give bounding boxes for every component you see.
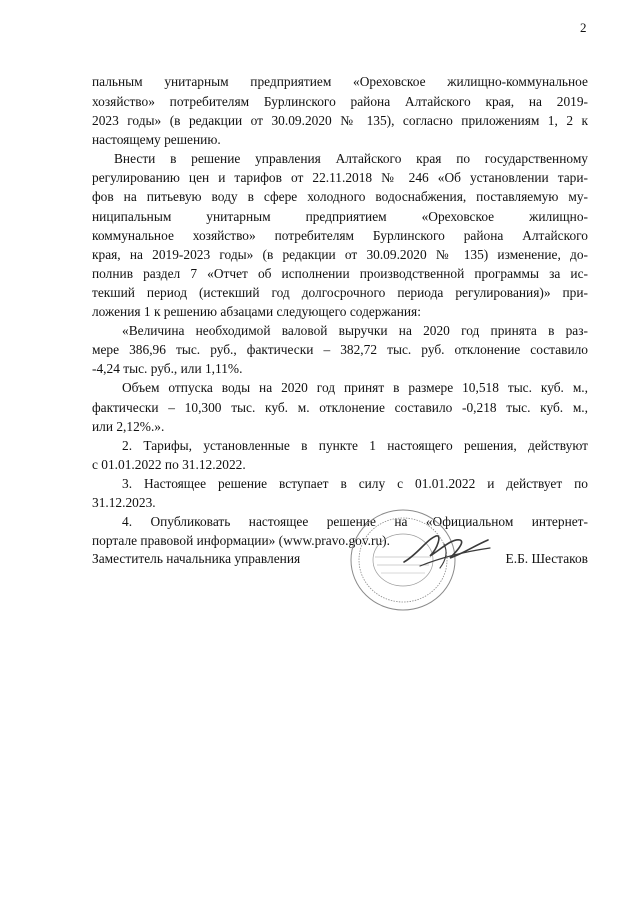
body-line: текший период (истекший год долгосрочного периода регулирования)» при-: [92, 285, 588, 300]
body-line: фов на питьевую воду в сфере холодного водоснабжения, поставляемую му-: [92, 189, 588, 204]
body-line: 3. Настоящее решение вступает в силу с 01.01.2022 и действует по: [122, 476, 588, 491]
body-line: с 01.01.2022 по 31.12.2022.: [92, 457, 246, 472]
body-line: «Величина необходимой валовой выручки на 2020 год принята в раз-: [122, 323, 588, 338]
body-line: коммунальное хозяйство» потребителям Бурлинского района Алтайского: [92, 228, 588, 243]
body-line: портале правовой информации» (www.pravo.gov.ru).: [92, 533, 390, 548]
body-line: регулированию цен и тарифов от 22.11.2018 № 246 «Об установлении тари-: [92, 170, 588, 185]
body-line: 4. Опубликовать настоящее решение на «Официальном интернет-: [122, 514, 588, 529]
body-line: 2023 годы» (в редакции от 30.09.2020 № 135), согласно приложениям 1, 2 к: [92, 113, 588, 128]
body-line: 31.12.2023.: [92, 495, 156, 510]
page-number: 2: [580, 20, 587, 35]
signatory-name: Е.Б. Шестаков: [505, 551, 588, 566]
body-line: мере 386,96 тыс. руб., фактически – 382,72 тыс. руб. отклонение составило: [92, 342, 588, 357]
body-line: края, на 2019-2023 годы» (в редакции от 30.09.2020 № 135) изменение, до-: [92, 247, 588, 262]
body-line: хозяйство» потребителям Бурлинского района Алтайского края, на 2019-: [92, 94, 588, 109]
body-line: пальным унитарным предприятием «Ореховское жилищно-коммунальное: [92, 74, 588, 89]
body-line: ниципальным унитарным предприятием «Ореховское жилищно-: [92, 209, 588, 224]
body-line: или 2,12%.».: [92, 419, 165, 434]
body-line: настоящему решению.: [92, 132, 221, 147]
signature-block: [92, 551, 588, 571]
body-line: 2. Тарифы, установленные в пункте 1 настоящего решения, действуют: [122, 438, 588, 453]
body-line: ложения 1 к решению абзацами следующего содержания:: [92, 304, 421, 319]
body-line: Внести в решение управления Алтайского края по государственному: [114, 151, 588, 166]
body-line: полнив раздел 7 «Отчет об исполнении производственной программы за ис-: [92, 266, 588, 281]
body-line: фактически – 10,300 тыс. куб. м. отклонение составило -0,218 тыс. куб. м.,: [92, 400, 588, 415]
body-line: Объем отпуска воды на 2020 год принят в размере 10,518 тыс. куб. м.,: [122, 380, 588, 395]
signatory-position: Заместитель начальника управления: [92, 551, 301, 566]
body-line: -4,24 тыс. руб., или 1,11%.: [92, 361, 243, 376]
